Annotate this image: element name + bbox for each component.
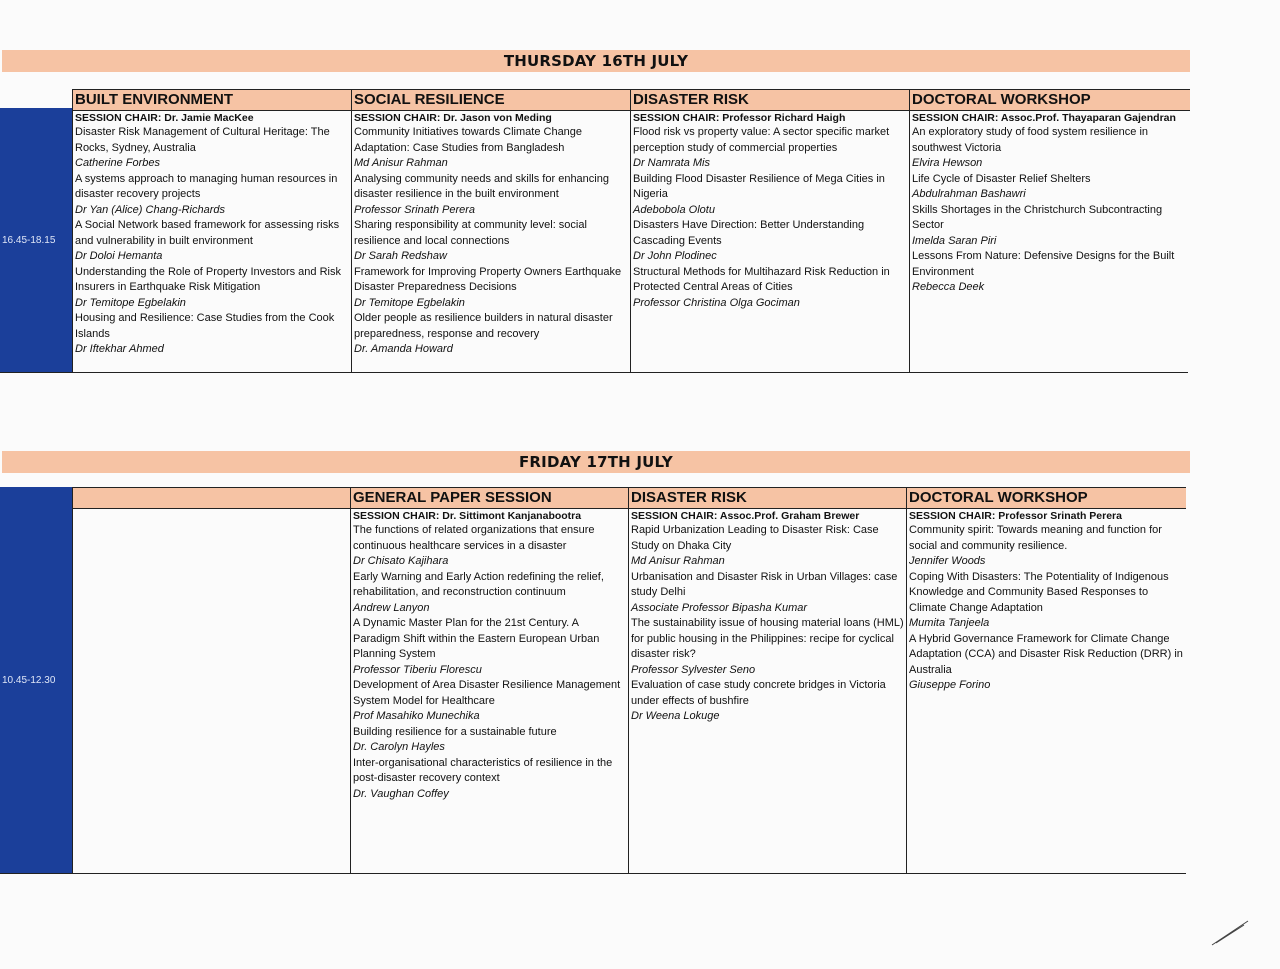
paper-title: Analysing community needs and skills for enhancing disaster resilience in the built environment <box>354 172 609 200</box>
paper-title: An exploratory study of food system resilience in southwest Victoria <box>912 126 1149 154</box>
paper-entry <box>629 616 906 678</box>
session-chair: SESSION CHAIR: Assoc.Prof. Graham Brewer <box>631 510 860 522</box>
friday-time-label: 10.45-12.30 <box>2 674 56 686</box>
paper-author: Dr Namrata Mis <box>633 157 711 169</box>
paper-author: Md Anisur Rahman <box>631 555 725 567</box>
pen-mark-icon <box>1210 917 1250 947</box>
session-chair: SESSION CHAIR: Professor Richard Haigh <box>633 112 846 124</box>
thursday-time-slot <box>0 108 72 372</box>
paper-entry <box>351 523 628 570</box>
paper-title: Disasters Have Direction: Better Understanding Cascading Events <box>633 219 865 247</box>
thursday-session-column <box>630 89 909 372</box>
paper-author: Dr John Plodinec <box>633 250 717 262</box>
paper-entry <box>352 218 630 265</box>
paper-author: Jennifer Woods <box>909 555 986 567</box>
paper-title: Community Initiatives towards Climate Change Adaptation: Case Studies from Bangladesh <box>354 126 583 154</box>
paper-entry <box>907 570 1186 632</box>
thursday-day-header <box>2 50 1190 72</box>
friday-empty-column-header <box>73 487 350 509</box>
session-heading: GENERAL PAPER SESSION <box>351 487 628 509</box>
paper-author: Imelda Saran Piri <box>912 234 997 247</box>
paper-entry <box>910 125 1190 172</box>
friday-day-header <box>2 451 1190 473</box>
paper-title: Housing and Resilience: Case Studies from the Cook Islands <box>75 312 335 340</box>
paper-title: Coping With Disasters: The Potentiality of Indigenous Knowledge and Community Based Responses to Climate Change Adaptation <box>909 570 1169 614</box>
session-chair: SESSION CHAIR: Assoc.Prof. Thayaparan Gajendran <box>912 112 1176 124</box>
paper-author: Dr. Vaughan Coffey <box>353 787 449 800</box>
paper-author: Rebecca Deek <box>912 281 985 293</box>
paper-entry <box>631 218 909 265</box>
paper-author: Md Anisur Rahman <box>354 157 448 169</box>
friday-time-slot <box>0 487 72 873</box>
thursday-title: THURSDAY 16TH JULY <box>503 52 689 70</box>
paper-title: Development of Area Disaster Resilience Management System Model for Healthcare <box>353 679 621 707</box>
paper-author: Dr Temitope Egbelakin <box>75 296 186 309</box>
paper-entry <box>631 172 909 219</box>
paper-entry <box>631 265 909 312</box>
paper-entry <box>73 265 351 312</box>
session-heading: DISASTER RISK <box>631 89 909 111</box>
paper-title: Building resilience for a sustainable future <box>353 725 557 738</box>
paper-author: Andrew Lanyon <box>353 601 430 614</box>
friday-session-column <box>350 487 628 873</box>
paper-title: Framework for Improving Property Owners Earthquake Disaster Preparedness Decisions <box>354 265 622 293</box>
paper-author: Mumita Tanjeela <box>909 617 990 629</box>
paper-title: Structural Methods for Multihazard Risk Reduction in Protected Central Areas of Cities <box>633 265 890 293</box>
paper-author: Elvira Hewson <box>912 157 983 169</box>
paper-title: Sharing responsibility at community level: social resilience and local connections <box>354 219 587 247</box>
paper-title: Skills Shortages in the Christchurch Subcontracting Sector <box>912 203 1163 231</box>
paper-author: Dr Sarah Redshaw <box>354 250 447 262</box>
paper-entry <box>352 311 630 358</box>
paper-title: Urbanisation and Disaster Risk in Urban Villages: case study Delhi <box>631 570 898 598</box>
session-heading: SOCIAL RESILIENCE <box>352 89 630 111</box>
paper-entry <box>73 311 351 358</box>
paper-title: Disaster Risk Management of Cultural Heritage: The Rocks, Sydney, Australia <box>75 126 330 154</box>
paper-title: The functions of related organizations that ensure continuous healthcare services in a disaster <box>353 524 595 552</box>
paper-author: Professor Christina Olga Gociman <box>633 296 800 309</box>
paper-title: Building Flood Disaster Resilience of Mega Cities in Nigeria <box>633 172 885 200</box>
thursday-session-column <box>909 89 1190 372</box>
paper-title: Inter-organisational characteristics of resilience in the post-disaster recovery context <box>353 756 613 784</box>
session-heading: DISASTER RISK <box>629 487 906 509</box>
paper-entry <box>73 172 351 219</box>
paper-title: Rapid Urbanization Leading to Disaster Risk: Case Study on Dhaka City <box>631 524 879 552</box>
paper-entry <box>351 756 628 803</box>
paper-author: Professor Sylvester Seno <box>631 663 756 676</box>
friday-title: FRIDAY 17TH JULY <box>518 453 673 471</box>
paper-entry <box>907 632 1186 694</box>
paper-author: Dr Yan (Alice) Chang-Richards <box>75 203 225 216</box>
paper-entry <box>629 570 906 617</box>
paper-author: Dr. Amanda Howard <box>354 343 453 355</box>
friday-bottom-rule <box>0 873 1186 874</box>
paper-author: Catherine Forbes <box>75 157 160 169</box>
session-heading: BUILT ENVIRONMENT <box>73 89 351 111</box>
paper-title: Lessons From Nature: Defensive Designs for the Built Environment <box>912 250 1175 278</box>
paper-title: Community spirit: Towards meaning and function for social and community resilience. <box>909 524 1162 552</box>
paper-author: Dr Chisato Kajihara <box>353 555 449 567</box>
paper-author: Dr Doloi Hemanta <box>75 250 163 262</box>
paper-entry <box>351 570 628 617</box>
friday-session-column <box>906 487 1186 873</box>
paper-author: Abdulrahman Bashawri <box>912 188 1026 200</box>
paper-title: Older people as resilience builders in natural disaster preparedness, response and recovery <box>354 312 613 340</box>
paper-author: Professor Srinath Perera <box>354 203 476 216</box>
paper-author: Dr Iftekhar Ahmed <box>75 343 164 355</box>
paper-author: Associate Professor Bipasha Kumar <box>631 601 808 614</box>
paper-entry <box>629 523 906 570</box>
thursday-time-label: 16.45-18.15 <box>2 234 56 246</box>
paper-title: A Social Network based framework for assessing risks and vulnerability in built environment <box>75 219 340 247</box>
paper-entry <box>352 125 630 172</box>
paper-entry <box>351 678 628 725</box>
paper-entry <box>629 678 906 725</box>
paper-title: A Dynamic Master Plan for the 21st Century. A Paradigm Shift within the Eastern European Urban Planning System <box>353 617 600 660</box>
paper-author: Giuseppe Forino <box>909 679 991 691</box>
paper-entry <box>631 125 909 172</box>
paper-title: A Hybrid Governance Framework for Climate Change Adaptation (CCA) and Disaster Risk Reduction (DRR) in Australia <box>909 632 1183 676</box>
paper-entry <box>351 616 628 678</box>
paper-entry <box>352 172 630 219</box>
paper-title: Life Cycle of Disaster Relief Shelters <box>912 172 1091 185</box>
session-chair: SESSION CHAIR: Dr. Sittimont Kanjanabootra <box>353 510 582 522</box>
paper-entry <box>73 125 351 172</box>
paper-title: Evaluation of case study concrete bridges in Victoria under effects of bushfire <box>631 679 886 707</box>
session-heading: DOCTORAL WORKSHOP <box>910 89 1190 111</box>
paper-title: Early Warning and Early Action redefining the relief, rehabilitation, and reconstruction continuum <box>353 570 604 598</box>
paper-author: Dr Temitope Egbelakin <box>354 296 465 309</box>
paper-title: A systems approach to managing human resources in disaster recovery projects <box>75 172 338 200</box>
paper-title: Understanding the Role of Property Investors and Risk Insurers in Earthquake Risk Mitigation <box>75 265 341 293</box>
paper-entry <box>910 172 1190 203</box>
paper-author: Dr Weena Lokuge <box>631 710 720 722</box>
thursday-bottom-rule <box>0 372 1188 373</box>
paper-author: Prof Masahiko Munechika <box>353 710 480 722</box>
session-chair: SESSION CHAIR: Dr. Jamie MacKee <box>75 112 254 124</box>
session-chair: SESSION CHAIR: Dr. Jason von Meding <box>354 112 552 124</box>
paper-entry <box>352 265 630 312</box>
session-chair: SESSION CHAIR: Professor Srinath Perera <box>909 510 1122 522</box>
friday-session-column <box>628 487 906 873</box>
paper-entry <box>907 523 1186 570</box>
thursday-session-column <box>351 89 630 372</box>
paper-author: Professor Tiberiu Florescu <box>353 663 482 676</box>
paper-title: Flood risk vs property value: A sector specific market perception study of commercial properties <box>633 126 890 154</box>
friday-empty-column <box>72 487 350 873</box>
paper-entry <box>351 725 628 756</box>
paper-entry <box>910 203 1190 250</box>
thursday-session-column <box>72 89 351 372</box>
paper-author: Adebobola Olotu <box>633 203 715 216</box>
paper-entry <box>910 249 1190 296</box>
paper-title: The sustainability issue of housing material loans (HML) for public housing in the Philippines: recipe for cyclical disaster risk? <box>631 617 904 660</box>
session-heading: DOCTORAL WORKSHOP <box>907 487 1186 509</box>
paper-entry <box>73 218 351 265</box>
paper-author: Dr. Carolyn Hayles <box>353 741 445 753</box>
